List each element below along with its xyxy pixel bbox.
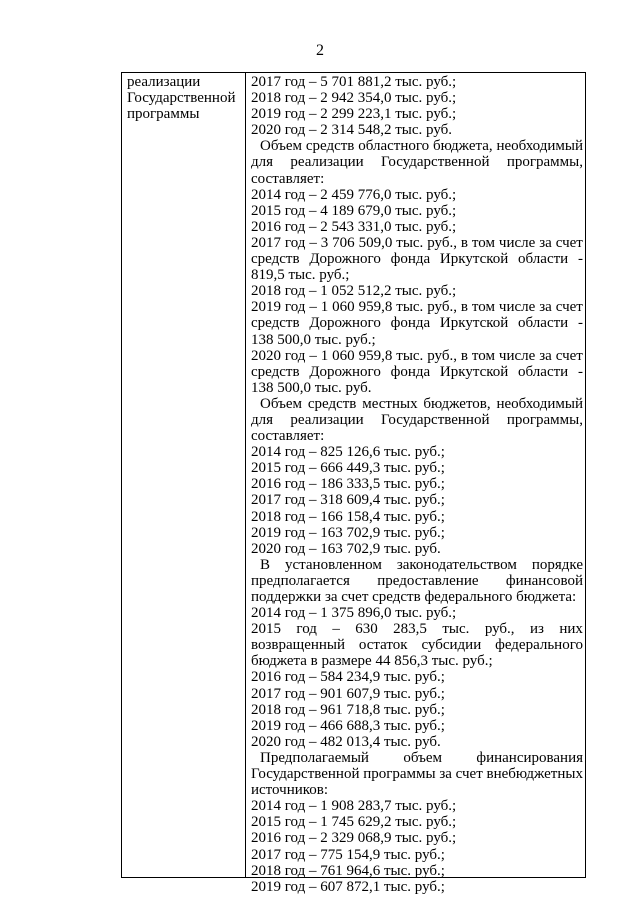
funding-text-line: поддержки за счет средств федерального бюджета: xyxy=(251,589,577,605)
column-divider xyxy=(245,73,246,877)
funding-text-line: 2014 год – 1 908 283,7 тыс. руб.; xyxy=(251,798,457,815)
funding-text-line: 2018 год – 166 158,4 тыс. руб.; xyxy=(251,508,445,525)
funding-text-line: 2017 год – 318 609,4 тыс. руб.; xyxy=(251,492,445,509)
document-table xyxy=(121,72,586,895)
funding-text-line: 2016 год – 2 329 068,9 тыс. руб.; xyxy=(251,830,457,847)
funding-text-line: 138 500,0 тыс. руб. xyxy=(251,379,372,396)
funding-text-line: 2014 год – 825 126,6 тыс. руб.; xyxy=(251,444,445,461)
funding-text-line: 2015 год – 666 449,3 тыс. руб.; xyxy=(251,460,445,477)
funding-text-line: 2018 год – 761 964,6 тыс. руб.; xyxy=(251,862,445,879)
funding-text-line: В установленном законодательством порядке xyxy=(260,556,583,573)
funding-text-line: средств Дорожного фонда Иркутской области - xyxy=(251,363,583,380)
funding-text-line: 2020 год – 1 060 959,8 тыс. руб., в том числе за счет xyxy=(251,347,583,364)
funding-text-line: 2020 год – 2 314 548,2 тыс. руб. xyxy=(251,122,453,139)
funding-text-line: 2016 год – 186 333,5 тыс. руб.; xyxy=(251,476,445,493)
funding-text-line: 2014 год – 1 375 896,0 тыс. руб.; xyxy=(251,605,457,622)
funding-text-line: бюджета в размере 44 856,3 тыс. руб.; xyxy=(251,653,493,670)
funding-text-line: 138 500,0 тыс. руб.; xyxy=(251,331,376,348)
funding-text-line: Объем средств областного бюджета, необходимый xyxy=(260,138,583,155)
funding-text-line: 2019 год – 1 060 959,8 тыс. руб., в том числе за счет xyxy=(251,299,583,316)
funding-text-line: источников: xyxy=(251,782,329,799)
funding-text-line: 2016 год – 2 543 331,0 тыс. руб.; xyxy=(251,218,457,235)
funding-text-line: 2015 год – 630 283,5 тыс. руб., из них xyxy=(251,621,583,638)
funding-text-line: 2019 год – 2 299 223,1 тыс. руб.; xyxy=(251,106,457,123)
funding-text-line: составляет: xyxy=(251,428,325,445)
funding-text-line: средств Дорожного фонда Иркутской области - xyxy=(251,315,583,332)
funding-text-line: 2019 год – 466 688,3 тыс. руб.; xyxy=(251,717,445,734)
funding-text-line: 2018 год – 961 718,8 тыс. руб.; xyxy=(251,701,445,718)
funding-text-line: 2017 год – 5 701 881,2 тыс. руб.; xyxy=(251,74,457,90)
funding-text-line: 2014 год – 2 459 776,0 тыс. руб.; xyxy=(251,186,457,203)
funding-text-line: 2017 год – 775 154,9 тыс. руб.; xyxy=(251,846,445,863)
funding-text-line: 2018 год – 1 052 512,2 тыс. руб.; xyxy=(251,283,457,300)
funding-text-line: Объем средств местных бюджетов, необходимый xyxy=(260,395,583,412)
funding-text-line: 2015 год – 4 189 679,0 тыс. руб.; xyxy=(251,202,457,219)
left-cell-line: программы xyxy=(127,106,200,123)
funding-text-line: 2019 год – 607 872,1 тыс. руб.; xyxy=(251,878,445,895)
funding-text-line: Предполагаемый объем финансирования xyxy=(260,749,583,766)
funding-text-line: 819,5 тыс. руб.; xyxy=(251,267,350,284)
funding-details xyxy=(251,74,583,895)
funding-text-line: 2015 год – 1 745 629,2 тыс. руб.; xyxy=(251,814,457,831)
funding-text-line: средств Дорожного фонда Иркутской области - xyxy=(251,251,583,268)
funding-text-line: 2020 год – 163 702,9 тыс. руб. xyxy=(251,540,441,557)
left-cell-line: реализации xyxy=(127,74,201,90)
funding-text-line: 2020 год – 482 013,4 тыс. руб. xyxy=(251,733,441,750)
funding-text-line: предполагается предоставление финансовой xyxy=(251,572,583,589)
funding-text-line: 2017 год – 3 706 509,0 тыс. руб., в том числе за счет xyxy=(251,234,583,251)
funding-text-line: составляет: xyxy=(251,170,325,187)
left-cell-label xyxy=(127,74,243,122)
page-number: 2 xyxy=(316,42,324,59)
funding-text-line: для реализации Государственной программы, xyxy=(251,411,583,428)
funding-text-line: для реализации Государственной программы, xyxy=(251,154,583,171)
funding-text-line: 2016 год – 584 234,9 тыс. руб.; xyxy=(251,669,445,686)
funding-text-line: 2018 год – 2 942 354,0 тыс. руб.; xyxy=(251,90,457,107)
funding-text-line: 2017 год – 901 607,9 тыс. руб.; xyxy=(251,685,445,702)
funding-text-line: возвращенный остаток субсидии федерального xyxy=(251,637,583,654)
funding-text-line: 2019 год – 163 702,9 тыс. руб.; xyxy=(251,524,445,541)
left-cell-line: Государственной xyxy=(127,90,236,107)
funding-text-line: Государственной программы за счет внебюджетных xyxy=(251,766,583,783)
